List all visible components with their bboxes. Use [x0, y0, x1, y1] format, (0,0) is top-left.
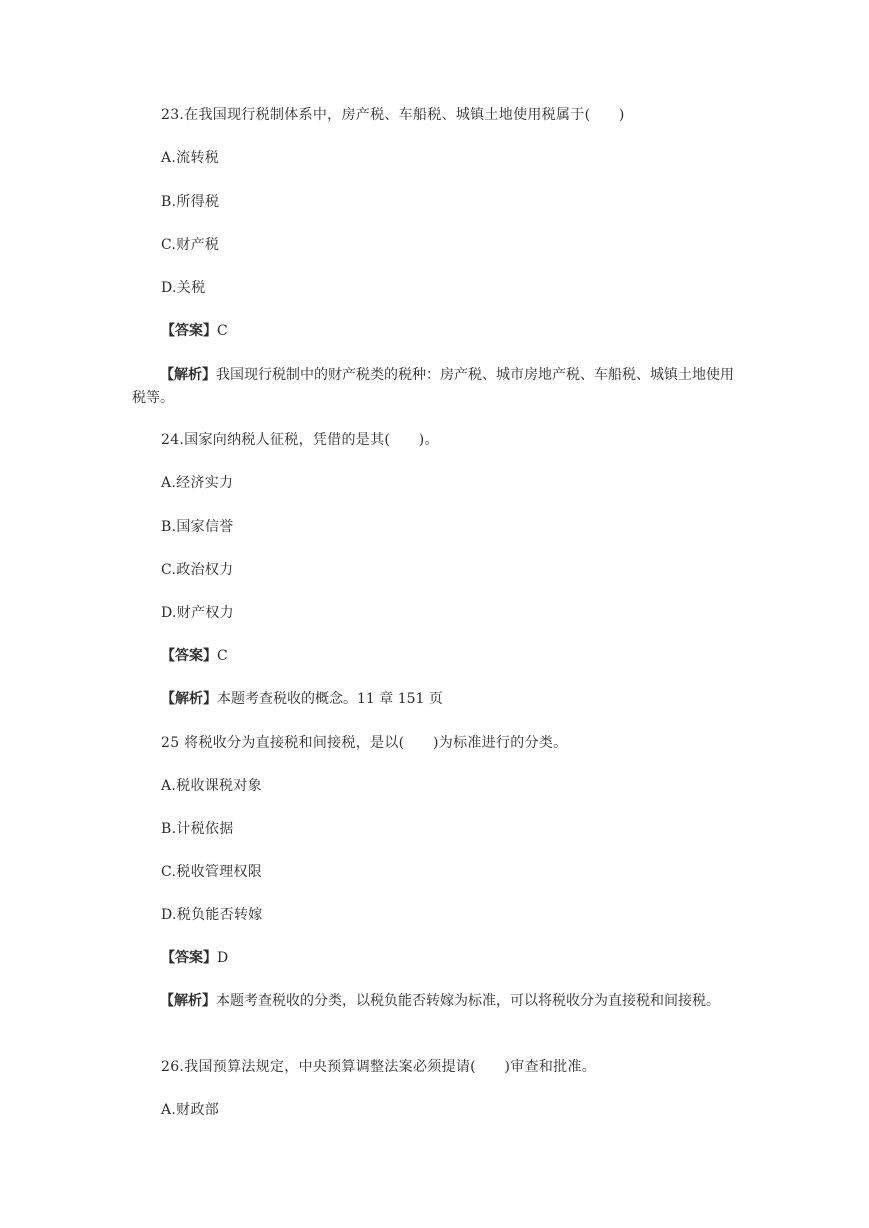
- question-26-option-a: A.财政部: [161, 1102, 220, 1118]
- question-24-analysis: [161, 689, 443, 709]
- question-24-option-b: B.国家信誉: [161, 519, 234, 535]
- question-24-stem: 24.国家向纳税人征税，凭借的是其( )。: [161, 432, 439, 448]
- analysis-label: 【解析】: [160, 367, 216, 383]
- question-24-answer: [161, 646, 228, 666]
- analysis-text: 本题考查税收的概念。11 章 151 页: [217, 691, 443, 707]
- analysis-text: 本题考查税收的分类，以税负能否转嫁为标准，可以将税收分为直接税和间接税。: [216, 993, 720, 1009]
- question-24-option-d: D.财产权力: [161, 605, 234, 621]
- question-23-stem: 23.在我国现行税制体系中，房产税、车船税、城镇土地使用税属于( ): [161, 107, 625, 123]
- analysis-label: 【解析】: [161, 691, 217, 707]
- analysis-label: 【解析】: [160, 993, 216, 1009]
- analysis-text: 我国现行税制中的财产税类的税种：房产税、城市房地产税、车船税、城镇土地使用税等。: [132, 367, 734, 406]
- question-23-answer: [161, 321, 228, 341]
- question-23-analysis: [132, 364, 742, 410]
- question-25-stem: 25 将税收分为直接税和间接税，是以( )为标准进行的分类。: [161, 735, 568, 751]
- question-25-option-a: A.税收课税对象: [161, 778, 262, 794]
- question-26-stem: 26.我国预算法规定，中央预算调整法案必须提请( )审查和批准。: [161, 1059, 597, 1075]
- question-25-option-d: D.税负能否转嫁: [161, 907, 263, 923]
- answer-value: D: [217, 950, 229, 966]
- answer-label: 【答案】: [161, 648, 217, 664]
- question-23-option-d: D.关税: [161, 280, 206, 296]
- question-24-option-a: A.经济实力: [161, 475, 234, 491]
- question-25-option-c: C.税收管理权限: [161, 864, 263, 880]
- answer-label: 【答案】: [161, 950, 217, 966]
- question-23-option-c: C.财产税: [161, 237, 220, 253]
- question-24-option-c: C.政治权力: [161, 562, 234, 578]
- answer-value: C: [217, 323, 228, 339]
- answer-label: 【答案】: [161, 323, 217, 339]
- answer-value: C: [217, 648, 228, 664]
- question-23-option-b: B.所得税: [161, 194, 220, 210]
- question-23-option-a: A.流转税: [161, 150, 220, 166]
- question-25-analysis: [132, 990, 742, 1013]
- question-25-answer: [161, 948, 228, 968]
- question-25-option-b: B.计税依据: [161, 821, 234, 837]
